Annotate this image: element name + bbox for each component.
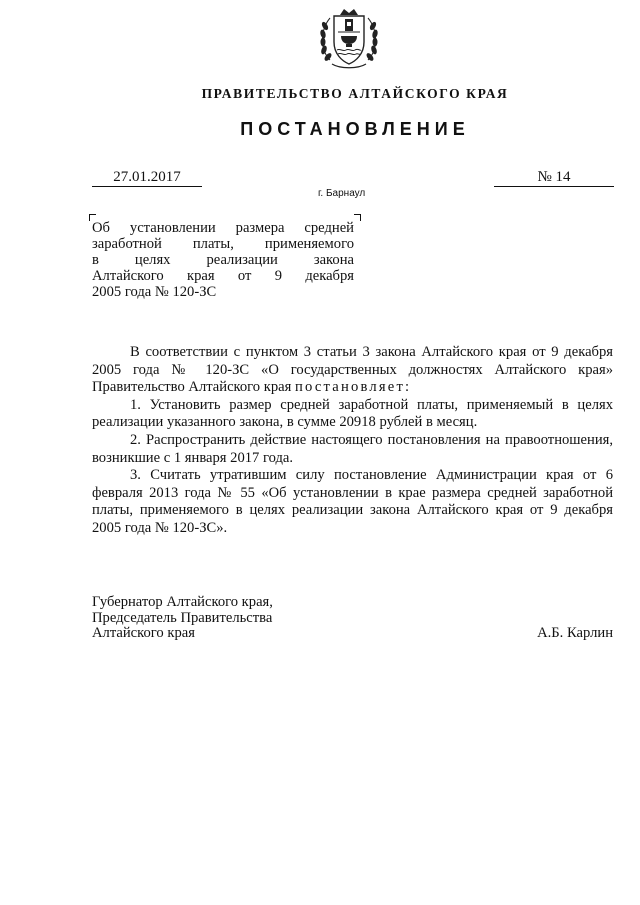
government-title: ПРАВИТЕЛЬСТВО АЛТАЙСКОГО КРАЯ <box>201 86 509 101</box>
signer-position-line: Председатель Правительства <box>92 609 273 626</box>
signer-position-line: Алтайского края <box>92 625 195 641</box>
document-body <box>92 344 613 538</box>
subject-line: в целях реализации закона <box>92 252 354 268</box>
subject-line: заработной платы, применяемого <box>92 236 354 252</box>
subject-line: 2005 года № 120-ЗС <box>92 284 217 300</box>
subject-corner-right <box>354 214 361 221</box>
signer-name: А.Б. Карлин <box>537 625 613 641</box>
preamble-text: В соответствии с пунктом 3 статьи 3 закона Алтайского края от 9 декабря 2005 года № 120-ЗС «О государственных должностях Алтайского края» Правительство Алтайского края <box>92 344 613 396</box>
decree-item-3: 3. Считать утратившим силу постановление Администрации края от 6 февраля 2013 года № 55 «Об установлении в крае размера средней заработной платы, применяемого в целях реализации закона Алтайского края от 9 декабря 2005 года № 120-ЗС». <box>92 467 613 536</box>
decree-item-1: 1. Установить размер средней заработной платы, применяемый в целях реализации указанного закона, в сумме 20918 рублей в месяц. <box>92 396 613 431</box>
document-number: № 14 <box>494 169 614 187</box>
document-type-title: ПОСТАНОВЛЕНИЕ <box>240 119 470 139</box>
preamble-decree-word: постановляет: <box>294 379 412 396</box>
preamble-paragraph <box>92 344 613 397</box>
subject-line: Об установлении размера средней <box>92 220 354 236</box>
signer-position-line: Губернатор Алтайского края, <box>92 594 273 610</box>
document-subject <box>92 220 354 300</box>
signature-block <box>92 595 613 642</box>
document-date: 27.01.2017 <box>92 169 202 187</box>
decree-item-2: 2. Распространить действие настоящего постановления на правоотношения, возникшие с 1 января 2017 года. <box>92 431 613 466</box>
subject-line: Алтайского края от 9 декабря <box>92 268 354 284</box>
coat-of-arms-icon <box>316 6 382 72</box>
document-city: г. Барнаул <box>318 188 366 199</box>
